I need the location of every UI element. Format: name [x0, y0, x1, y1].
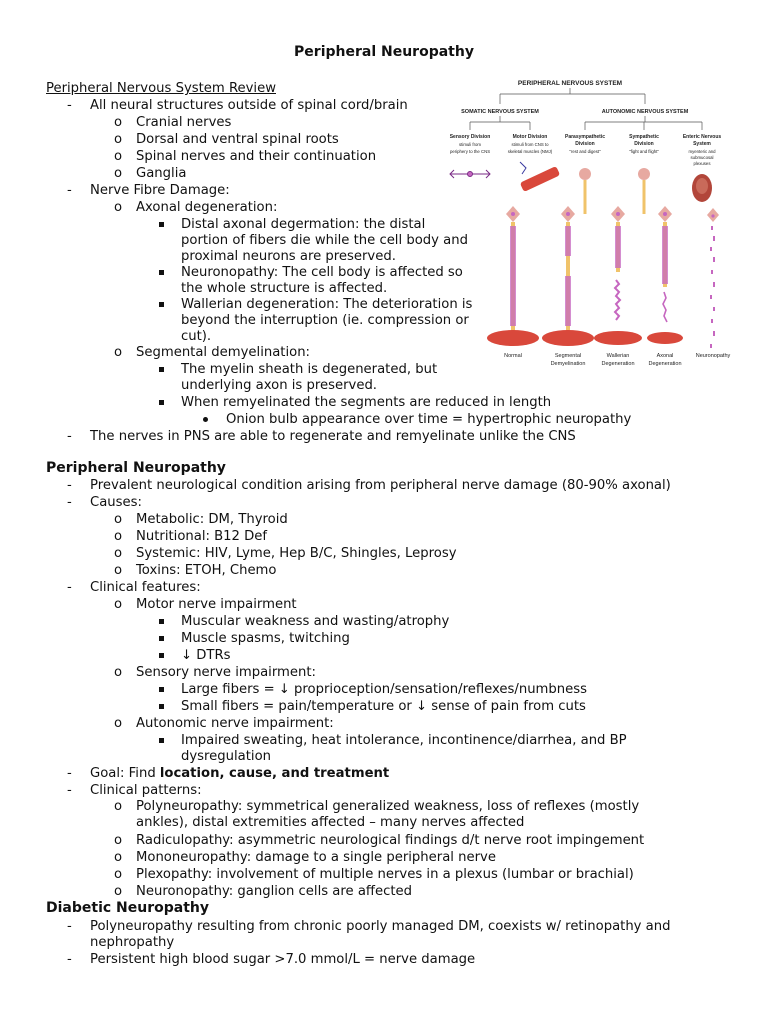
square-bullet: [159, 302, 164, 307]
circle-marker: o: [114, 799, 123, 814]
fig-parasympathetic-sub: "rest and digest": [569, 149, 601, 154]
fig-motor-sub: skeletal muscles (NMJ): [507, 149, 553, 154]
list-item: Onion bulb appearance over time = hypertrophic neuropathy: [226, 412, 632, 427]
list-item: Neuronopathy: The cell body is affected so: [181, 265, 463, 280]
fig-enteric-sub: myenteric and: [688, 149, 716, 154]
fig-motor-title: Motor Division: [512, 134, 548, 140]
list-item: Sensory nerve impairment:: [136, 665, 316, 680]
list-item: Nerve Fibre Damage:: [90, 183, 230, 198]
dash-marker: -: [67, 98, 72, 113]
fig-fiber-neuronopathy: [707, 208, 719, 348]
list-item: Segmental demyelination:: [136, 345, 311, 360]
circle-marker: o: [114, 850, 123, 865]
list-item: Polyneuropathy: symmetrical generalized weakness, loss of reflexes (mostly: [136, 799, 640, 814]
list-item-goal: [90, 765, 389, 782]
square-bullet: [159, 367, 164, 372]
fig-label-neuronopathy: Neuronopathy: [695, 353, 731, 359]
circle-marker: o: [114, 597, 123, 612]
goal-prefix: Goal: Find: [90, 766, 160, 781]
fig-sympathetic-title: Sympathetic: [629, 134, 659, 140]
square-bullet: [159, 704, 164, 709]
dash-marker: -: [67, 766, 72, 781]
round-bullet: [203, 417, 208, 422]
fig-label-segmental: Segmental: [554, 353, 582, 359]
list-item: Axonal degeneration:: [136, 200, 278, 215]
fig-label-wallerian: Wallerian: [606, 353, 630, 359]
list-item: the whole structure is affected.: [181, 281, 388, 296]
square-bullet: [159, 653, 164, 658]
fig-label-axonal: Degeneration: [648, 361, 682, 367]
fig-enteric-organ: [692, 174, 712, 202]
list-item: Clinical patterns:: [90, 783, 202, 798]
list-item: nephropathy: [90, 935, 175, 950]
section-heading-peripheral-neuropathy: Peripheral Neuropathy: [46, 460, 226, 476]
dash-marker: -: [67, 783, 72, 798]
list-item: Muscle spasms, twitching: [181, 631, 350, 646]
fig-enteric-title: System: [693, 141, 711, 147]
fig-somatic-label: SOMATIC NERVOUS SYSTEM: [461, 109, 539, 115]
circle-marker: o: [114, 115, 123, 130]
list-item: Muscular weakness and wasting/atrophy: [181, 614, 450, 629]
dash-marker: -: [67, 183, 72, 198]
dash-marker: -: [67, 952, 72, 967]
list-item: Persistent high blood sugar >7.0 mmol/L = nerve damage: [90, 952, 476, 967]
goal-emphasis: location, cause, and treatment: [159, 766, 390, 781]
list-item: Plexopathy: involvement of multiple nerves in a plexus (lumbar or brachial): [136, 867, 634, 882]
fig-fiber-normal: [487, 206, 539, 346]
dash-marker: -: [67, 495, 72, 510]
list-item: Impaired sweating, heat intolerance, incontinence/diarrhea, and BP: [181, 733, 627, 748]
list-item: Ganglia: [136, 166, 187, 181]
list-item: Nutritional: B12 Def: [136, 529, 268, 544]
list-item: beyond the interruption (ie. compression or: [181, 313, 469, 328]
list-item: Neuronopathy: ganglion cells are affected: [136, 884, 413, 899]
circle-marker: o: [114, 867, 123, 882]
list-item: Cranial nerves: [136, 115, 232, 130]
list-item: dysregulation: [181, 749, 272, 764]
circle-marker: o: [114, 833, 123, 848]
section-heading-diabetic-neuropathy: Diabetic Neuropathy: [46, 900, 210, 916]
fig-sympathetic-neuron: [638, 168, 650, 214]
fig-parasympathetic-neuron: [579, 168, 591, 214]
fig-fiber-wallerian: [594, 206, 642, 345]
list-item: ankles), distal extremities affected – many nerves affected: [136, 815, 525, 830]
circle-marker: o: [114, 512, 123, 527]
square-bullet: [159, 619, 164, 624]
list-item: portion of fibers die while the cell body and: [181, 233, 468, 248]
list-item: Spinal nerves and their continuation: [136, 149, 377, 164]
fig-sympathetic-sub: "fight and flight": [629, 149, 659, 154]
list-item: When remyelinated the segments are reduced in length: [181, 395, 552, 410]
fig-label-axonal: Axonal: [656, 353, 674, 359]
list-item: The myelin sheath is degenerated, but: [181, 362, 438, 377]
fig-label-normal: Normal: [504, 353, 522, 359]
circle-marker: o: [114, 200, 123, 215]
list-item: Small fibers = pain/temperature or ↓ sense of pain from cuts: [181, 699, 586, 714]
list-item: Wallerian degeneration: The deterioration is: [181, 297, 473, 312]
fig-sensory-neuron: [450, 170, 490, 178]
list-item: Causes:: [90, 495, 142, 510]
fig-enteric-sub: submucosal: [690, 155, 714, 160]
list-item: Prevalent neurological condition arising from peripheral nerve damage (80-90% axonal): [90, 478, 671, 493]
circle-marker: o: [114, 884, 123, 899]
circle-marker: o: [114, 166, 123, 181]
dash-marker: -: [67, 429, 72, 444]
page-title: Peripheral Neuropathy: [294, 44, 474, 60]
fig-fiber-axonal: [647, 206, 683, 344]
list-item: Radiculopathy: asymmetric neurological findings d/t nerve root impingement: [136, 833, 645, 848]
fig-fiber-segmental: [542, 206, 594, 346]
list-item: Clinical features:: [90, 580, 201, 595]
circle-marker: o: [114, 665, 123, 680]
list-item: Dorsal and ventral spinal roots: [136, 132, 339, 147]
square-bullet: [159, 738, 164, 743]
list-item: Systemic: HIV, Lyme, Hep B/C, Shingles, Leprosy: [136, 546, 457, 561]
fig-autonomic-label: AUTONOMIC NERVOUS SYSTEM: [601, 109, 689, 115]
fig-sensory-title: Sensory Division: [449, 134, 491, 140]
fig-label-wallerian: Degeneration: [601, 361, 635, 367]
circle-marker: o: [114, 716, 123, 731]
list-item: ↓ DTRs: [181, 648, 231, 663]
list-item: Mononeuropathy: damage to a single peripheral nerve: [136, 850, 496, 865]
list-item: underlying axon is preserved.: [181, 378, 378, 393]
square-bullet: [159, 687, 164, 692]
fig-motor-sub: stimuli from CNS to: [511, 142, 549, 147]
fig-sensory-sub: stimuli from: [459, 142, 481, 147]
square-bullet: [159, 636, 164, 641]
dash-marker: -: [67, 580, 72, 595]
fig-motor-neuron: [520, 162, 560, 192]
circle-marker: o: [114, 132, 123, 147]
list-item: Motor nerve impairment: [136, 597, 297, 612]
list-item: The nerves in PNS are able to regenerate and remyelinate unlike the CNS: [90, 429, 576, 444]
dash-marker: -: [67, 919, 72, 934]
nervous-system-figure: [440, 76, 740, 372]
fig-sympathetic-title: Division: [634, 141, 654, 147]
section-heading-pns-review: Peripheral Nervous System Review: [46, 81, 276, 96]
circle-marker: o: [114, 546, 123, 561]
square-bullet: [159, 270, 164, 275]
fig-top-label: PERIPHERAL NERVOUS SYSTEM: [517, 80, 623, 87]
list-item: Metabolic: DM, Thyroid: [136, 512, 288, 527]
fig-enteric-title: Enteric Nervous: [682, 134, 722, 140]
circle-marker: o: [114, 529, 123, 544]
fig-label-segmental: Demyelination: [550, 361, 586, 367]
square-bullet: [159, 400, 164, 405]
circle-marker: o: [114, 345, 123, 360]
list-item: Polyneuropathy resulting from chronic poorly managed DM, coexists w/ retinopathy and: [90, 919, 671, 934]
fig-parasympathetic-title: Division: [575, 141, 595, 147]
fig-parasympathetic-title: Parasympathetic: [564, 134, 606, 140]
list-item: Autonomic nerve impairment:: [136, 716, 334, 731]
list-item: Distal axonal degermation: the distal: [181, 217, 426, 232]
list-item: cut).: [181, 329, 212, 344]
list-item: Toxins: ETOH, Chemo: [136, 563, 277, 578]
list-item: Large fibers = ↓ proprioception/sensation/reflexes/numbness: [181, 682, 587, 697]
list-item: proximal neurons are preserved.: [181, 249, 396, 264]
list-item: All neural structures outside of spinal cord/brain: [90, 98, 408, 113]
dash-marker: -: [67, 478, 72, 493]
square-bullet: [159, 222, 164, 227]
circle-marker: o: [114, 149, 123, 164]
circle-marker: o: [114, 563, 123, 578]
fig-enteric-sub: plexuses: [693, 161, 711, 166]
fig-sensory-sub: periphery to the CNS: [449, 149, 491, 154]
